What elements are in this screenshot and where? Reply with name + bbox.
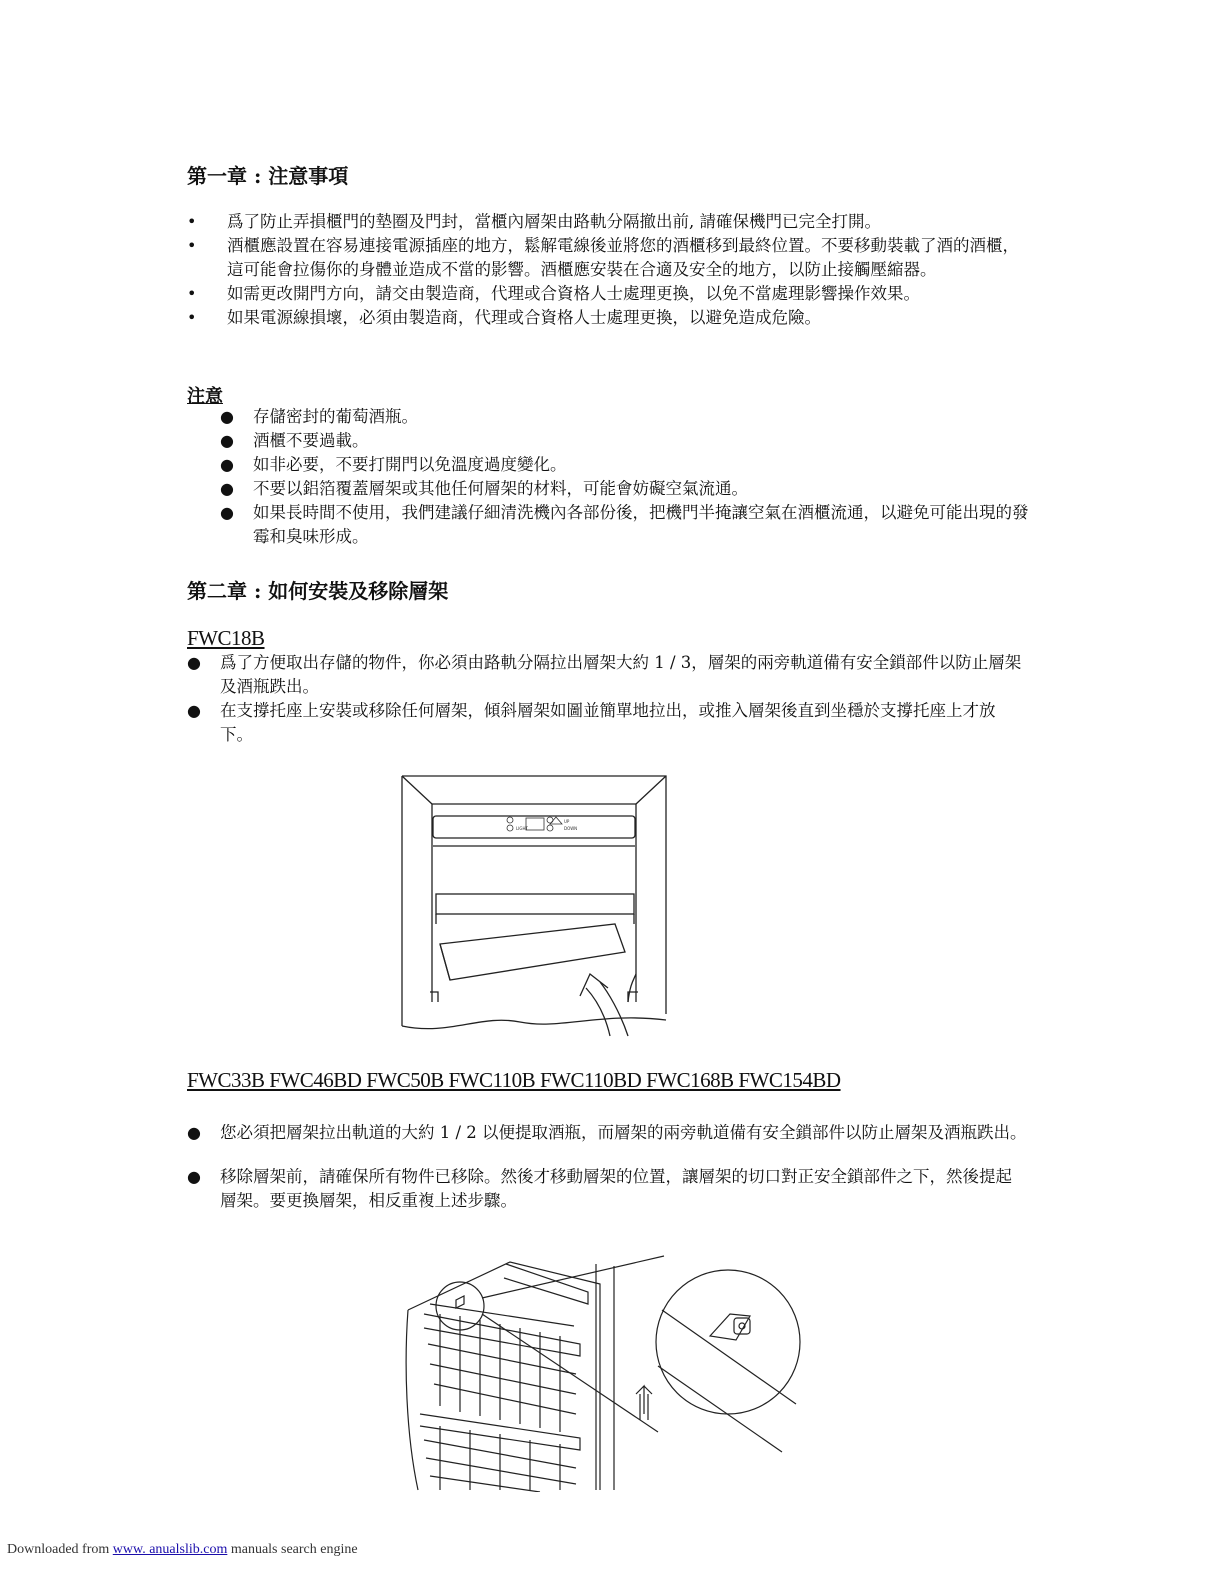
list-item: • 酒櫃應設置在容易連接電源插座的地方，鬆解電線後並將您的酒櫃移到最終位置。不要移動裝載了酒的酒櫃，這可能會拉傷你的身體並造成不當的影響。酒櫃應安裝在合適及安全的地方，以防止接觸壓縮器。: [187, 236, 1019, 279]
footer-suffix: manuals search engine: [227, 1542, 358, 1557]
fwc18b-list: [187, 651, 1027, 747]
list-item: ● 移除層架前，請確保所有物件已移除。然後才移動層架的位置，讓層架的切口對正安全鎖部件之下，然後提起層架。要更換層架，相反重複上述步驟。: [187, 1167, 1012, 1210]
model-heading-fwc18b: FWC18B: [187, 626, 265, 650]
list-item: ● 酒櫃不要過載。: [220, 431, 369, 450]
notice-list: [220, 405, 1030, 549]
shelf-lock-diagram: [400, 1244, 802, 1492]
list-item: ● 您必須把層架拉出軌道的大約 1 / 2 以便提取酒瓶，而層架的兩旁軌道備有安全鎖部件以防止層架及酒瓶跌出。: [187, 1123, 1027, 1142]
footer-prefix: Downloaded from: [7, 1542, 113, 1557]
list-item: • 如果電源線損壞，必須由製造商，代理或合資格人士處理更換，以避免造成危險。: [187, 308, 821, 327]
up-label: UP: [564, 819, 570, 824]
list-item: • 爲了防止弄損櫃門的墊圈及門封，當櫃內層架由路軌分隔撤出前, 請確保機門已完全打開。: [187, 212, 881, 231]
list-item: • 如需更改開門方向，請交由製造商，代理或合資格人士處理更換，以免不當處理影響操作效果。: [187, 284, 920, 303]
shelf-tilt-diagram: [400, 774, 668, 1046]
chapter1-list: [187, 210, 1027, 330]
down-label: DOWN: [564, 826, 578, 831]
list-item: ● 在支撐托座上安裝或移除任何層架，傾斜層架如圖並簡單地拉出，或推入層架後直到坐穩於支撐托座上才放下。: [187, 701, 996, 744]
footer: [7, 1542, 358, 1558]
light-label: LIGHT: [516, 826, 528, 831]
chapter2-title: 第二章 : 如何安裝及移除層架: [187, 579, 449, 603]
list-item: ● 如果長時間不使用，我們建議仔細清洗機內各部份後，把機門半掩讓空氣在酒櫃流通，以避免可能出現的發霉和臭味形成。: [220, 503, 1029, 546]
multi-model-list: [187, 1121, 1027, 1213]
list-item: ● 不要以鋁箔覆蓋層架或其他任何層架的材料，可能會妨礙空氣流通。: [220, 479, 748, 498]
model-heading-multi: FWC33B FWC46BD FWC50B FWC110B FWC110BD FWC168B FWC154BD: [187, 1068, 841, 1092]
list-item: ● 爲了方便取出存儲的物件，你必須由路軌分隔拉出層架大約 1 / 3，層架的兩旁軌道備有安全鎖部件以防止層架及酒瓶跌出。: [187, 653, 1022, 696]
notice-title: 注意: [187, 386, 223, 407]
chapter1-title: 第一章 : 注意事項: [187, 164, 349, 188]
footer-link[interactable]: www. anualslib.com: [112, 1542, 228, 1557]
list-item: ● 存儲密封的葡萄酒瓶。: [220, 407, 418, 426]
list-item: ● 如非必要，不要打開門以免溫度過度變化。: [220, 455, 567, 474]
